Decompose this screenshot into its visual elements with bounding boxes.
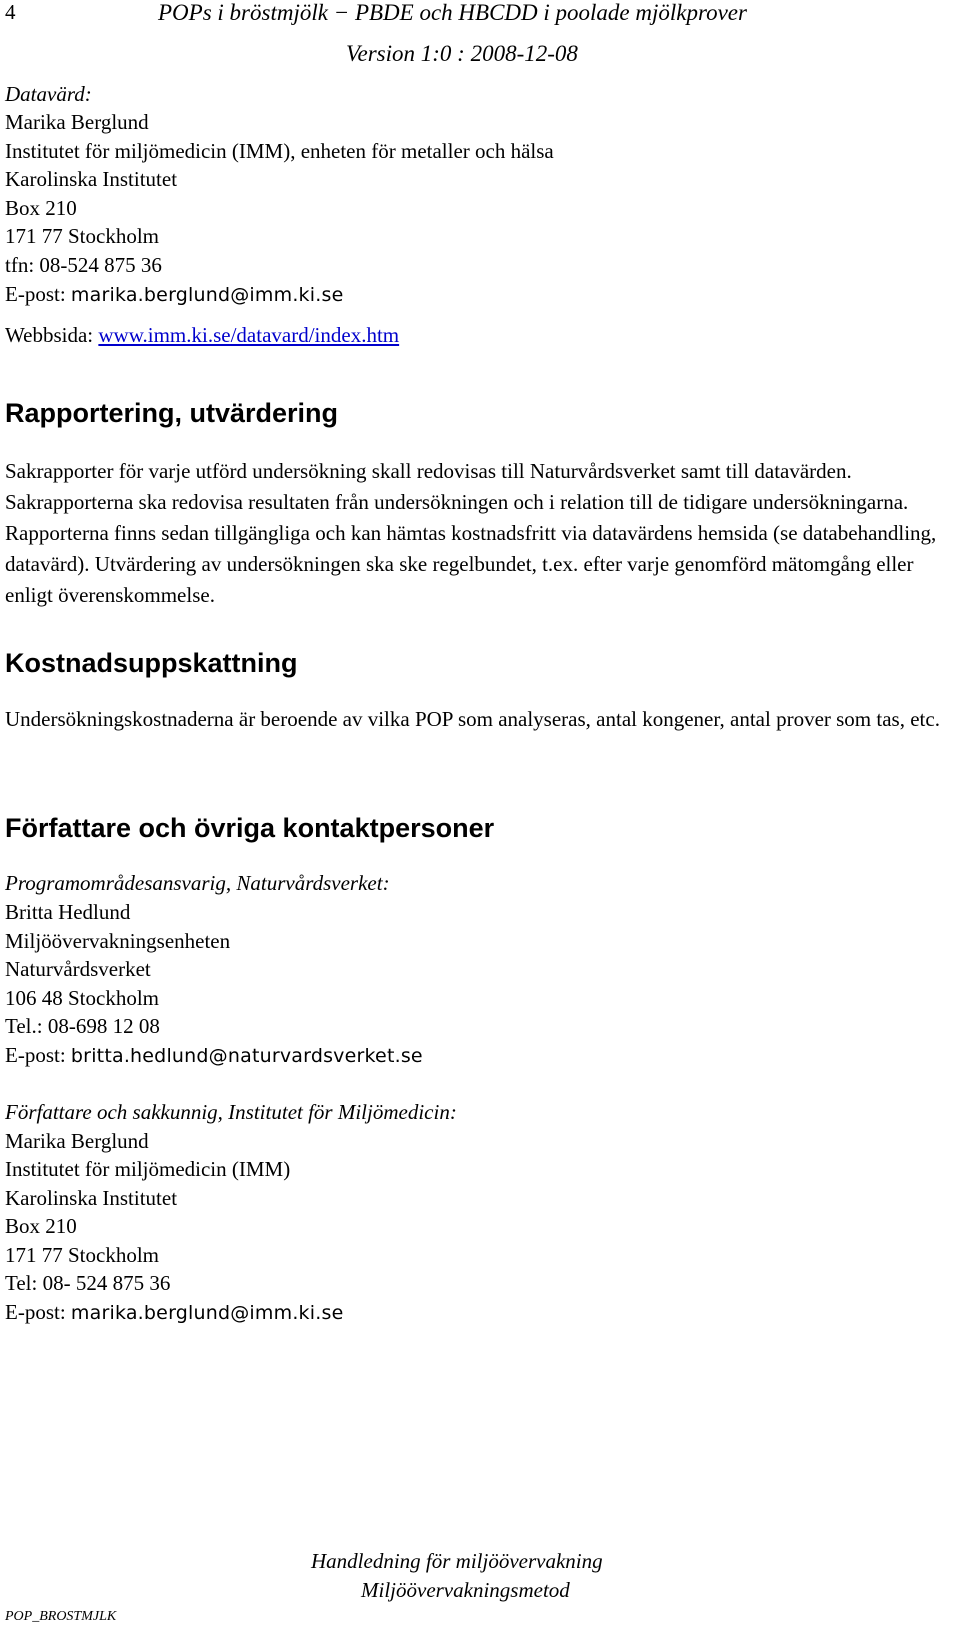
datavard-city: 171 77 Stockholm	[5, 224, 160, 248]
footer-metod: Miljöövervakningsmetod	[361, 1578, 570, 1602]
datavard-web-link[interactable]: www.imm.ki.se/datavard/index.htm	[98, 323, 400, 347]
datavard-institute: Institutet för miljömedicin (IMM), enheten för metaller och hälsa	[5, 139, 554, 163]
datavard-org: Karolinska Institutet	[5, 167, 178, 191]
datavard-name: Marika Berglund	[5, 110, 149, 134]
sakkunnig-phone: Tel: 08- 524 875 36	[5, 1271, 171, 1295]
datavard-box: Box 210	[5, 196, 77, 220]
heading-kostnadsuppskattning: Kostnadsuppskattning	[5, 648, 298, 678]
programansvarig-unit: Miljöövervakningsenheten	[5, 929, 231, 953]
page-number: 4	[5, 0, 16, 24]
email-label: E-post:	[5, 1300, 71, 1324]
footer-handledning: Handledning för miljöövervakning	[311, 1549, 603, 1573]
heading-rapportering: Rapportering, utvärdering	[5, 398, 339, 428]
datavard-email-line	[5, 282, 343, 307]
document-title: POPs i bröstmjölk − PBDE och HBCDD i poolade mjölkprover	[158, 0, 747, 25]
programansvarig-org: Naturvårdsverket	[5, 957, 151, 981]
sakkunnig-institute: Institutet för miljömedicin (IMM)	[5, 1157, 291, 1181]
sakkunnig-org: Karolinska Institutet	[5, 1186, 178, 1210]
sakkunnig-name: Marika Berglund	[5, 1129, 149, 1153]
programansvarig-email-line	[5, 1043, 423, 1068]
paragraph-kostnadsuppskattning: Undersökningskostnaderna är beroende av vilka POP som analyseras, antal kongener, antal prover som tas, etc.	[5, 707, 940, 731]
email-label: E-post:	[5, 282, 71, 306]
programansvarig-city: 106 48 Stockholm	[5, 986, 160, 1010]
programansvarig-email-link[interactable]: britta.hedlund@naturvardsverket.se	[70, 1045, 423, 1067]
programansvarig-label: Programområdesansvarig, Naturvårdsverket:	[5, 871, 390, 895]
sakkunnig-label: Författare och sakkunnig, Institutet för Miljömedicin:	[5, 1100, 457, 1124]
email-label: E-post:	[5, 1043, 71, 1067]
footer-code: POP_BROSTMJLK	[5, 1609, 117, 1624]
web-label: Webbsida:	[5, 323, 99, 347]
sakkunnig-city: 171 77 Stockholm	[5, 1243, 160, 1267]
sakkunnig-email-link[interactable]: marika.berglund@imm.ki.se	[70, 1302, 344, 1324]
sakkunnig-email-line	[5, 1300, 343, 1325]
document-version: Version 1:0 : 2008-12-08	[346, 41, 578, 66]
programansvarig-name: Britta Hedlund	[5, 900, 131, 924]
paragraph-rapportering: Sakrapporter för varje utförd undersökning skall redovisas till Naturvårdsverket samt till datavärden. Sakrapporterna ska redovisa resultaten från undersökningen och i relation till de tidigare undersökningarna. Rapporterna finns sedan tillgängliga och kan hämtas kostnadsfritt via datavärdens hemsida (se databehandling, datavärd). Utvärdering av undersökningen ska ske regelbundet, t.ex. efter varje genomförd mätomgång eller enligt överenskommelse.	[5, 459, 937, 607]
datavard-phone: tfn: 08-524 875 36	[5, 253, 162, 277]
datavard-web-line	[5, 323, 399, 348]
sakkunnig-box: Box 210	[5, 1214, 77, 1238]
datavard-label: Datavärd:	[5, 82, 92, 106]
heading-forfattare: Författare och övriga kontaktpersoner	[5, 813, 495, 843]
datavard-email-link[interactable]: marika.berglund@imm.ki.se	[70, 284, 344, 306]
programansvarig-phone: Tel.: 08-698 12 08	[5, 1014, 160, 1038]
